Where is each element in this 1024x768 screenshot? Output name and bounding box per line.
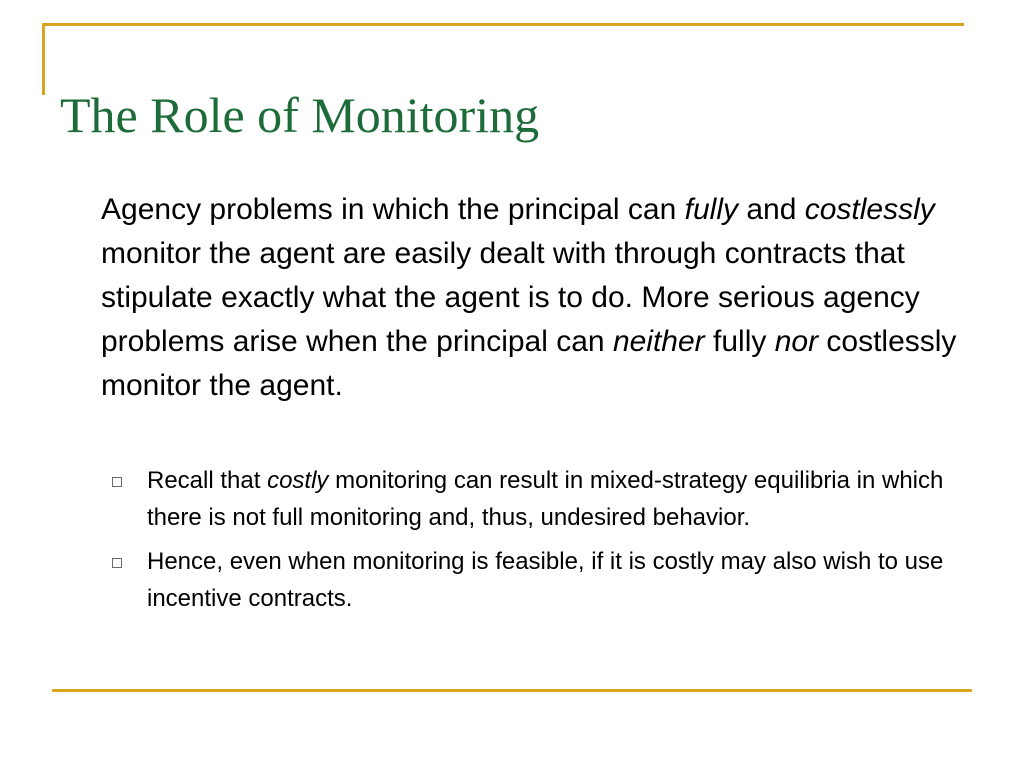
body-text-segment: and [738,193,805,226]
frame-top-line [42,23,964,26]
body-text-emphasis: neither [612,325,705,358]
body-text-segment: costlessly monitor the agent. [101,325,957,402]
body-text-emphasis: costlessly [804,193,935,226]
body-text-segment: fully [704,325,775,358]
body-text-segment: Agency problems in which the principal can [101,193,685,226]
slide-body [101,188,981,408]
bullet-text-segment: Recall that [147,467,268,494]
bullet-list [112,462,972,617]
bullet-text-segment: Hence, even when monitoring is feasible, if it is costly may also wish to use incentive contracts. [147,548,944,612]
bullet-text-emphasis: costly [267,467,329,494]
body-paragraph [101,188,981,408]
bullet-text-segment: monitoring can result in mixed-strategy equilibria in which there is not full monitoring and, thus, undesired behavior. [147,467,944,531]
hollow-square-bullet-icon [112,477,122,487]
hollow-square-bullet-icon [112,558,122,568]
bullet-item [112,462,972,536]
body-text-emphasis: nor [774,325,819,358]
body-text-emphasis: fully [684,193,738,226]
body-text-segment: monitor the agent are easily dealt with through contracts that stipulate exactly what the agent is to do. More serious agency problems arise when the principal can [101,237,920,358]
slide-title: The Role of Monitoring [60,87,540,143]
frame-left-accent-line [42,23,45,95]
bullet-item [112,543,972,617]
frame-bottom-line [52,689,972,692]
